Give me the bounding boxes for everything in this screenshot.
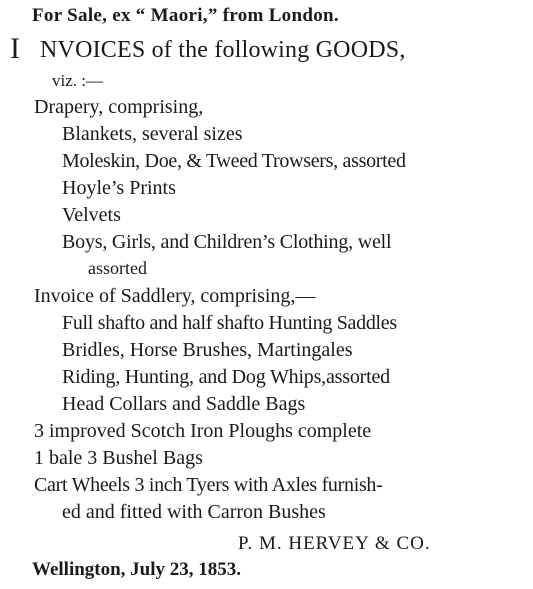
advert-heading: For Sale, ex “ Maori,” from London. [32, 5, 339, 26]
list-item-whips: Riding, Hunting, and Dog Whips,assorted [62, 366, 390, 388]
list-item-moleskin: Moleskin, Doe, & Tweed Trowsers, assorted [62, 150, 406, 172]
list-item-bridles: Bridles, Horse Brushes, Martingales [62, 339, 353, 361]
advert-title: NVOICES of the following GOODS, [40, 37, 406, 63]
list-item-cart-wheels-cont: ed and fitted with Carron Bushes [62, 501, 326, 523]
list-item-clothing-cont: assorted [88, 258, 147, 278]
list-item-clothing: Boys, Girls, and Children’s Clothing, well [62, 231, 392, 253]
list-item-cart-wheels: Cart Wheels 3 inch Tyers with Axles furnish- [34, 474, 383, 496]
list-item-blankets: Blankets, several sizes [62, 123, 243, 145]
viz-line: viz. :— [52, 71, 103, 90]
list-item-saddlery: Invoice of Saddlery, comprising,— [34, 285, 316, 307]
list-item-prints: Hoyle’s Prints [62, 177, 176, 199]
list-item-bags: 1 bale 3 Bushel Bags [34, 447, 203, 469]
advertiser-signature: P. M. HERVEY & CO. [238, 533, 431, 554]
list-item-collars: Head Collars and Saddle Bags [62, 393, 306, 415]
title-drop-cap: I [10, 32, 20, 65]
list-item-ploughs: 3 improved Scotch Iron Ploughs complete [34, 420, 372, 442]
list-item-velvets: Velvets [62, 204, 121, 226]
list-item-saddles: Full shafto and half shafto Hunting Saddles [62, 312, 397, 334]
dateline: Wellington, July 23, 1853. [32, 559, 242, 580]
list-item-drapery: Drapery, comprising, [34, 96, 204, 118]
